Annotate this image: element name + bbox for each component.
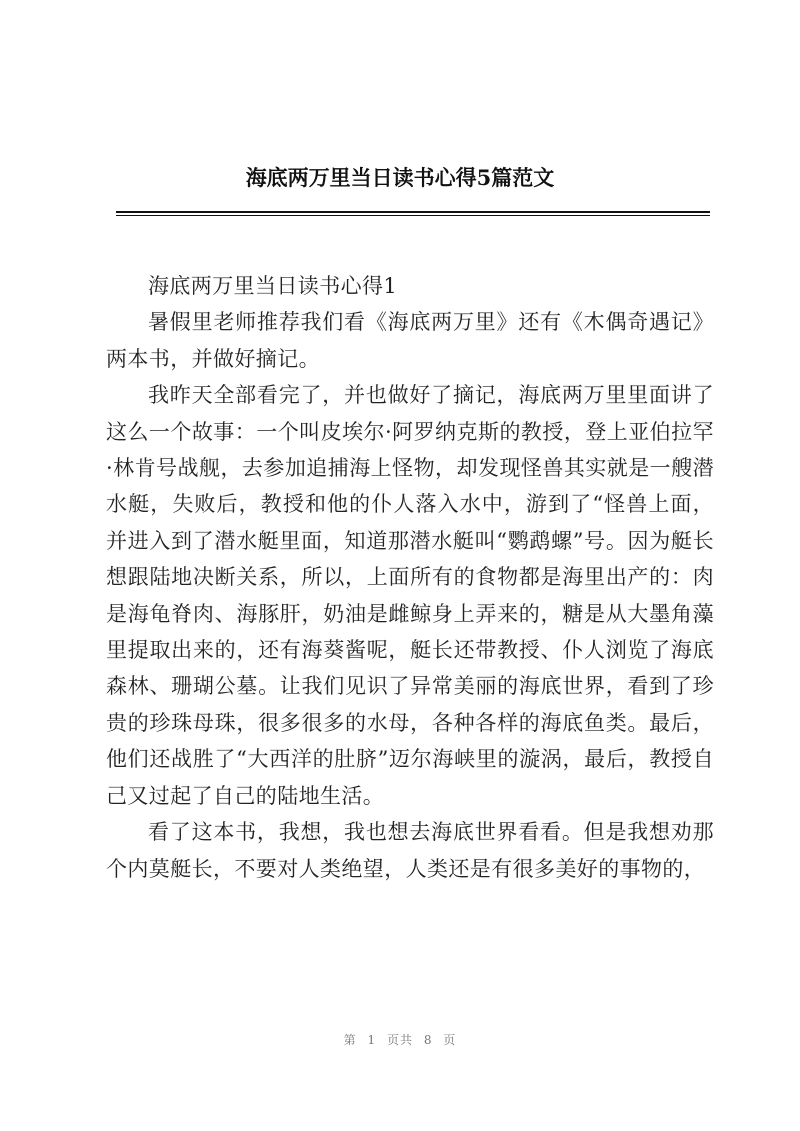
body-paragraph: 暑假里老师推荐我们看《海底两万里》还有《木偶奇遇记》两本书，并做好摘记。 [106, 310, 714, 371]
body-paragraph: 我昨天全部看完了，并也做好了摘记，海底两万里里面讲了这么一个故事：一个叫皮埃尔·阿罗纳克斯的教授，登上亚伯拉罕·林肯号战舰，去参加追捕海上怪物，却发现怪兽其实就是一艘潜水艇，失败后，教授和他的仆人落入水中，游到了“怪兽上面，并进入到了潜水艇里面，知道那潜水艇叫“鹦鹉螺”号。因为艇长想跟陆地决断关系，所以，上面所有的食物都是海里出产的：肉是海龟脊肉、海豚肝，奶油是雌鲸身上弄来的，糖是从大墨角藻里提取出来的，还有海葵酱呢，艇长还带教授、仆人浏览了海底森林、珊瑚公墓。让我们见识了异常美丽的海底世界，看到了珍贵的珍珠母珠，很多很多的水母，各种各样的海底鱼类。最后，他们还战胜了“大西洋的肚脐”迈尔海峡里的漩涡，最后，教授自己又过起了自己的陆地生活。 [106, 383, 714, 808]
page-footer [0, 1031, 800, 1048]
title-divider-thick [116, 211, 710, 213]
section-heading: 海底两万里当日读书心得1 [148, 274, 398, 298]
document-title: 海底两万里当日读书心得5篇范文 [245, 165, 555, 190]
footer-total-pages: 8 [423, 1033, 433, 1047]
footer-prefix: 第 [343, 1033, 357, 1047]
title-divider-thin [116, 215, 710, 216]
document-body [106, 268, 714, 887]
footer-middle: 页共 [386, 1033, 413, 1047]
body-paragraph: 看了这本书，我想，我也想去海底世界看看。但是我想劝那个内莫艇长，不要对人类绝望，人类还是有很多美好的事物的， [106, 820, 714, 881]
footer-suffix: 页 [443, 1033, 457, 1047]
footer-page-number: 1 [367, 1033, 377, 1047]
